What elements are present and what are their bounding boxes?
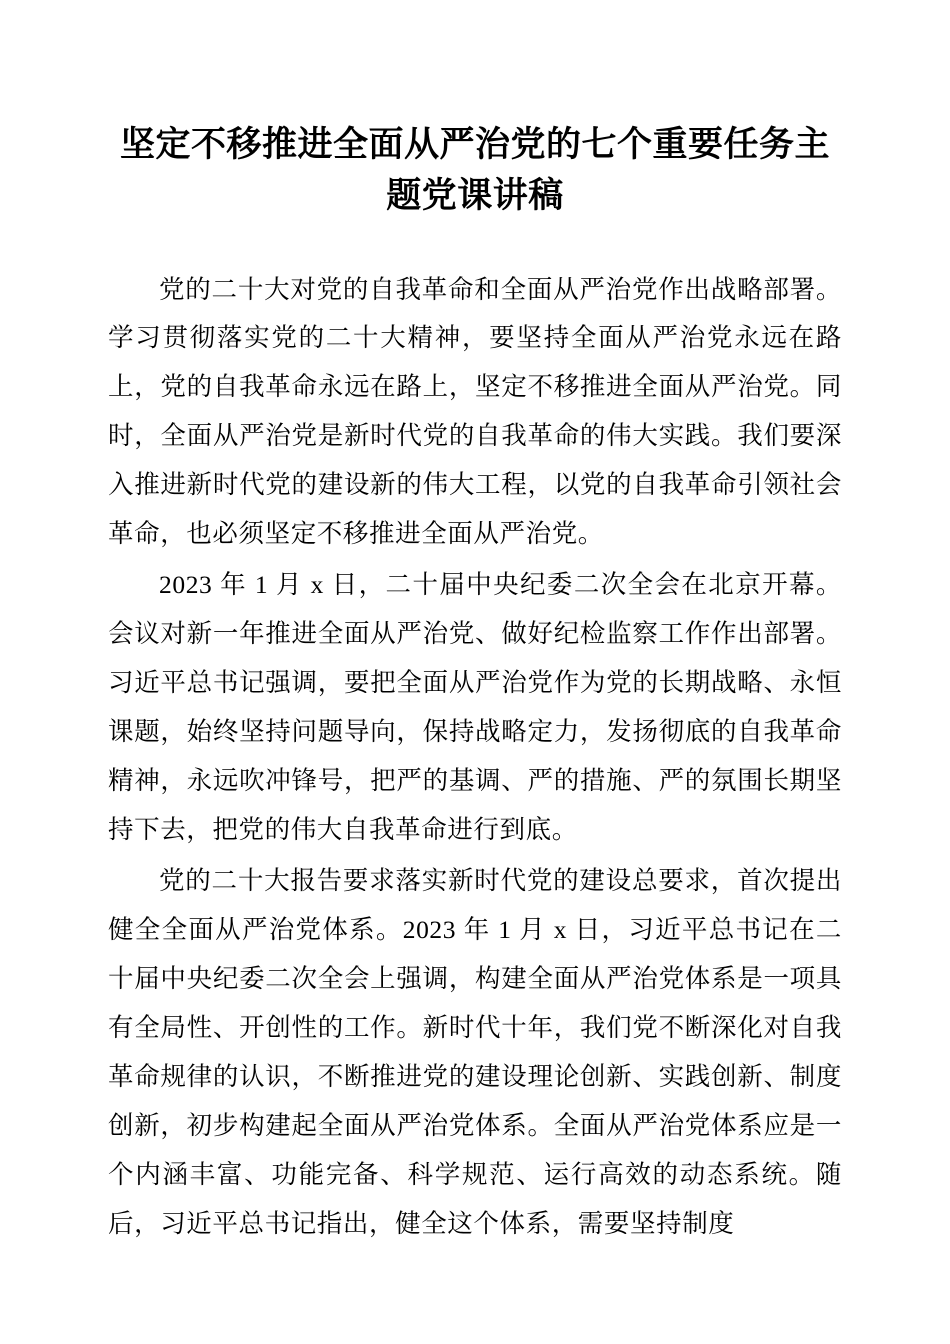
paragraph: 党的二十大对党的自我革命和全面从严治党作出战略部署。学习贯彻落实党的二十大精神，要坚持全面从严治党永远在路上，党的自我革命永远在路上，坚定不移推进全面从严治党。同时，全面从严治党是新时代党的自我革命的伟大实践。我们要深入推进新时代党的建设新的伟大工程，以党的自我革命引领社会革命，也必须坚定不移推进全面从严治党。 xyxy=(108,274,842,549)
page-title: 坚定不移推进全面从严治党的七个重要任务主题党课讲稿 xyxy=(119,124,830,216)
paragraph: 2023 年 1 月 x 日，二十届中央纪委二次全会在北京开幕。会议对新一年推进全面从严治党、做好纪检监察工作作出部署。习近平总书记强调，要把全面从严治党作为党的长期战略、永恒课题，始终坚持问题导向，保持战略定力，发扬彻底的自我革命精神，永远吹冲锋号，把严的基调、严的措施、严的氛围长期坚持下去，把党的伟大自我革命进行到底。 xyxy=(108,570,842,844)
paragraph: 党的二十大报告要求落实新时代党的建设总要求，首次提出健全全面从严治党体系。2023 年 1 月 x 日，习近平总书记在二十届中央纪委二次全会上强调，构建全面从严治党体系是一项具有全局性、开创性的工作。新时代十年，我们党不断深化对自我革命规律的认识，不断推进党的建设理论创新、实践创新、制度创新，初步构建起全面从严治党体系。全面从严治党体系应是一个内涵丰富、功能完备、科学规范、运行高效的动态系统。随后，习近平总书记指出，健全这个体系，需要坚持制度 xyxy=(108,865,842,1238)
